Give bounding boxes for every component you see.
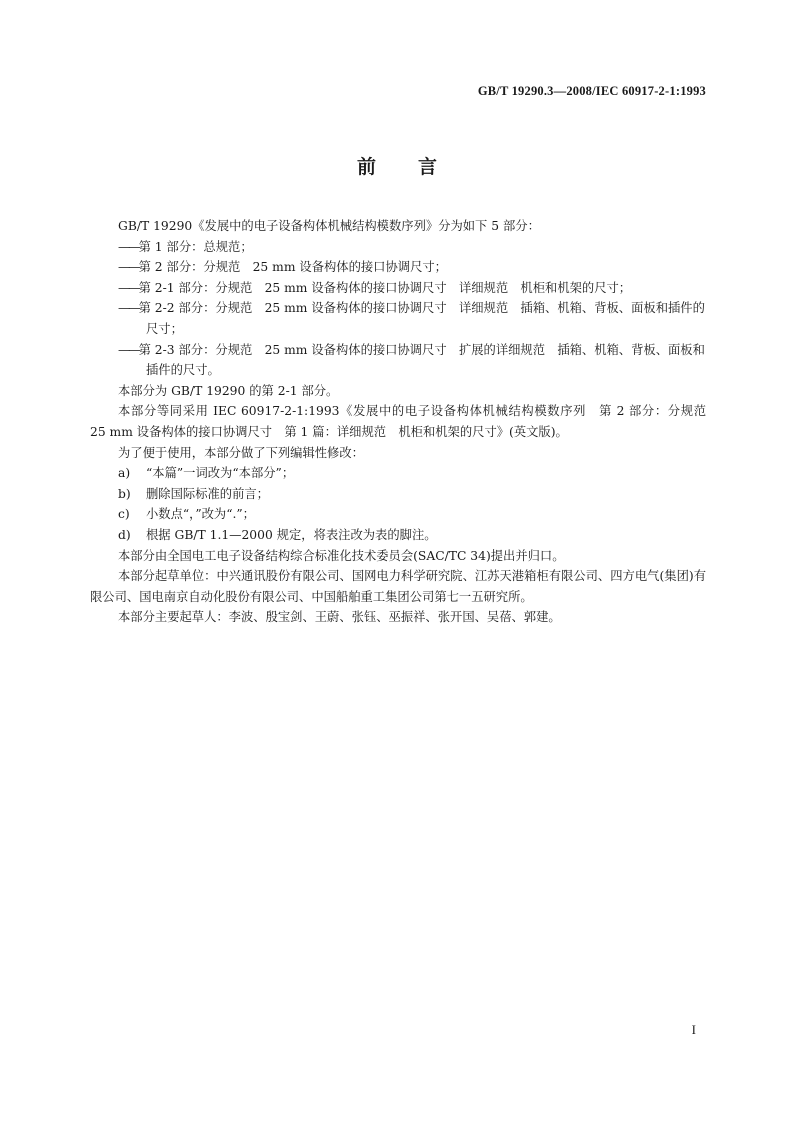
edit-list-text: 删除国际标准的前言；	[146, 486, 269, 501]
part-statement-paragraph: 本部分为 GB/T 19290 的第 2-1 部分。	[118, 383, 339, 398]
edit-list-text: 小数点“，”改为“.”；	[146, 507, 255, 522]
foreword-body	[90, 216, 719, 628]
part-list-item	[90, 257, 706, 278]
edit-list-label: c)	[118, 507, 130, 522]
part-list-item	[90, 340, 706, 381]
part-list-item	[90, 298, 706, 339]
part-list-item-text: 第 1 部分：总规范；	[138, 239, 253, 254]
adoption-paragraph: 本部分等同采用 IEC 60917-2-1:1993《发展中的电子设备构体机械结构模数序列 第 2 部分：分规范 25 mm 设备构体的接口协调尺寸 第 1 篇：详细规范 机柜和机架的尺寸》(英文版)。	[90, 404, 719, 439]
edit-list-label: a)	[118, 466, 131, 481]
intro-paragraph: GB/T 19290《发展中的电子设备构体机械结构模数序列》分为如下 5 部分：	[118, 219, 540, 233]
dash-mark: ——	[118, 301, 139, 316]
dash-mark: ——	[118, 280, 139, 295]
drafting-units-paragraph: 本部分起草单位：中兴通讯股份有限公司、国网电力科学研究院、江苏天港箱柜有限公司、四方电气(集团)有限公司、国电南京自动化股份有限公司、中国船舶重工集团公司第七一五研究所。	[90, 569, 706, 604]
edit-list-item	[90, 463, 706, 484]
part-list-item-text: 第 2-1 部分：分规范 25 mm 设备构体的接口协调尺寸 详细规范 机柜和机架的尺寸；	[138, 280, 632, 295]
edit-list-label: d)	[118, 527, 131, 542]
edit-list-item	[90, 525, 706, 546]
part-list-item-text: 第 2-2 部分：分规范 25 mm 设备构体的接口协调尺寸 详细规范 插箱、机箱、背板、面板和插件的尺寸；	[138, 301, 705, 336]
page-title: 前言	[356, 156, 479, 178]
dash-mark: ——	[118, 342, 139, 357]
part-list-item	[90, 278, 706, 299]
committee-paragraph: 本部分由全国电工电子设备结构综合标准化技术委员会(SAC/TC 34)提出并归口。	[118, 548, 565, 563]
edit-list-item	[90, 484, 706, 505]
dash-mark: ——	[118, 260, 139, 275]
part-list-item-text: 第 2-3 部分：分规范 25 mm 设备构体的接口协调尺寸 扩展的详细规范 插箱、机箱、背板、面板和插件的尺寸。	[138, 342, 705, 378]
edit-list-item	[90, 504, 706, 525]
edit-list-label: b)	[118, 486, 131, 501]
part-list-item	[90, 237, 706, 258]
edit-list-text: 根据 GB/T 1.1—2000 规定，将表注改为表的脚注。	[146, 527, 437, 542]
edit-list-text: “本篇”一词改为“本部分”；	[146, 466, 295, 481]
page-number: I	[691, 1022, 696, 1037]
drafters-paragraph: 本部分主要起草人：李波、殷宝剑、王蔚、张钰、巫振祥、张开国、吴蓓、郭建。	[118, 610, 561, 625]
standard-number-header: GB/T 19290.3—2008/IEC 60917-2-1:1993	[477, 84, 706, 98]
dash-mark: ——	[118, 239, 139, 254]
edits-intro-paragraph: 为了便于使用，本部分做了下列编辑性修改：	[118, 445, 364, 460]
part-list-item-text: 第 2 部分：分规范 25 mm 设备构体的接口协调尺寸；	[138, 260, 447, 275]
